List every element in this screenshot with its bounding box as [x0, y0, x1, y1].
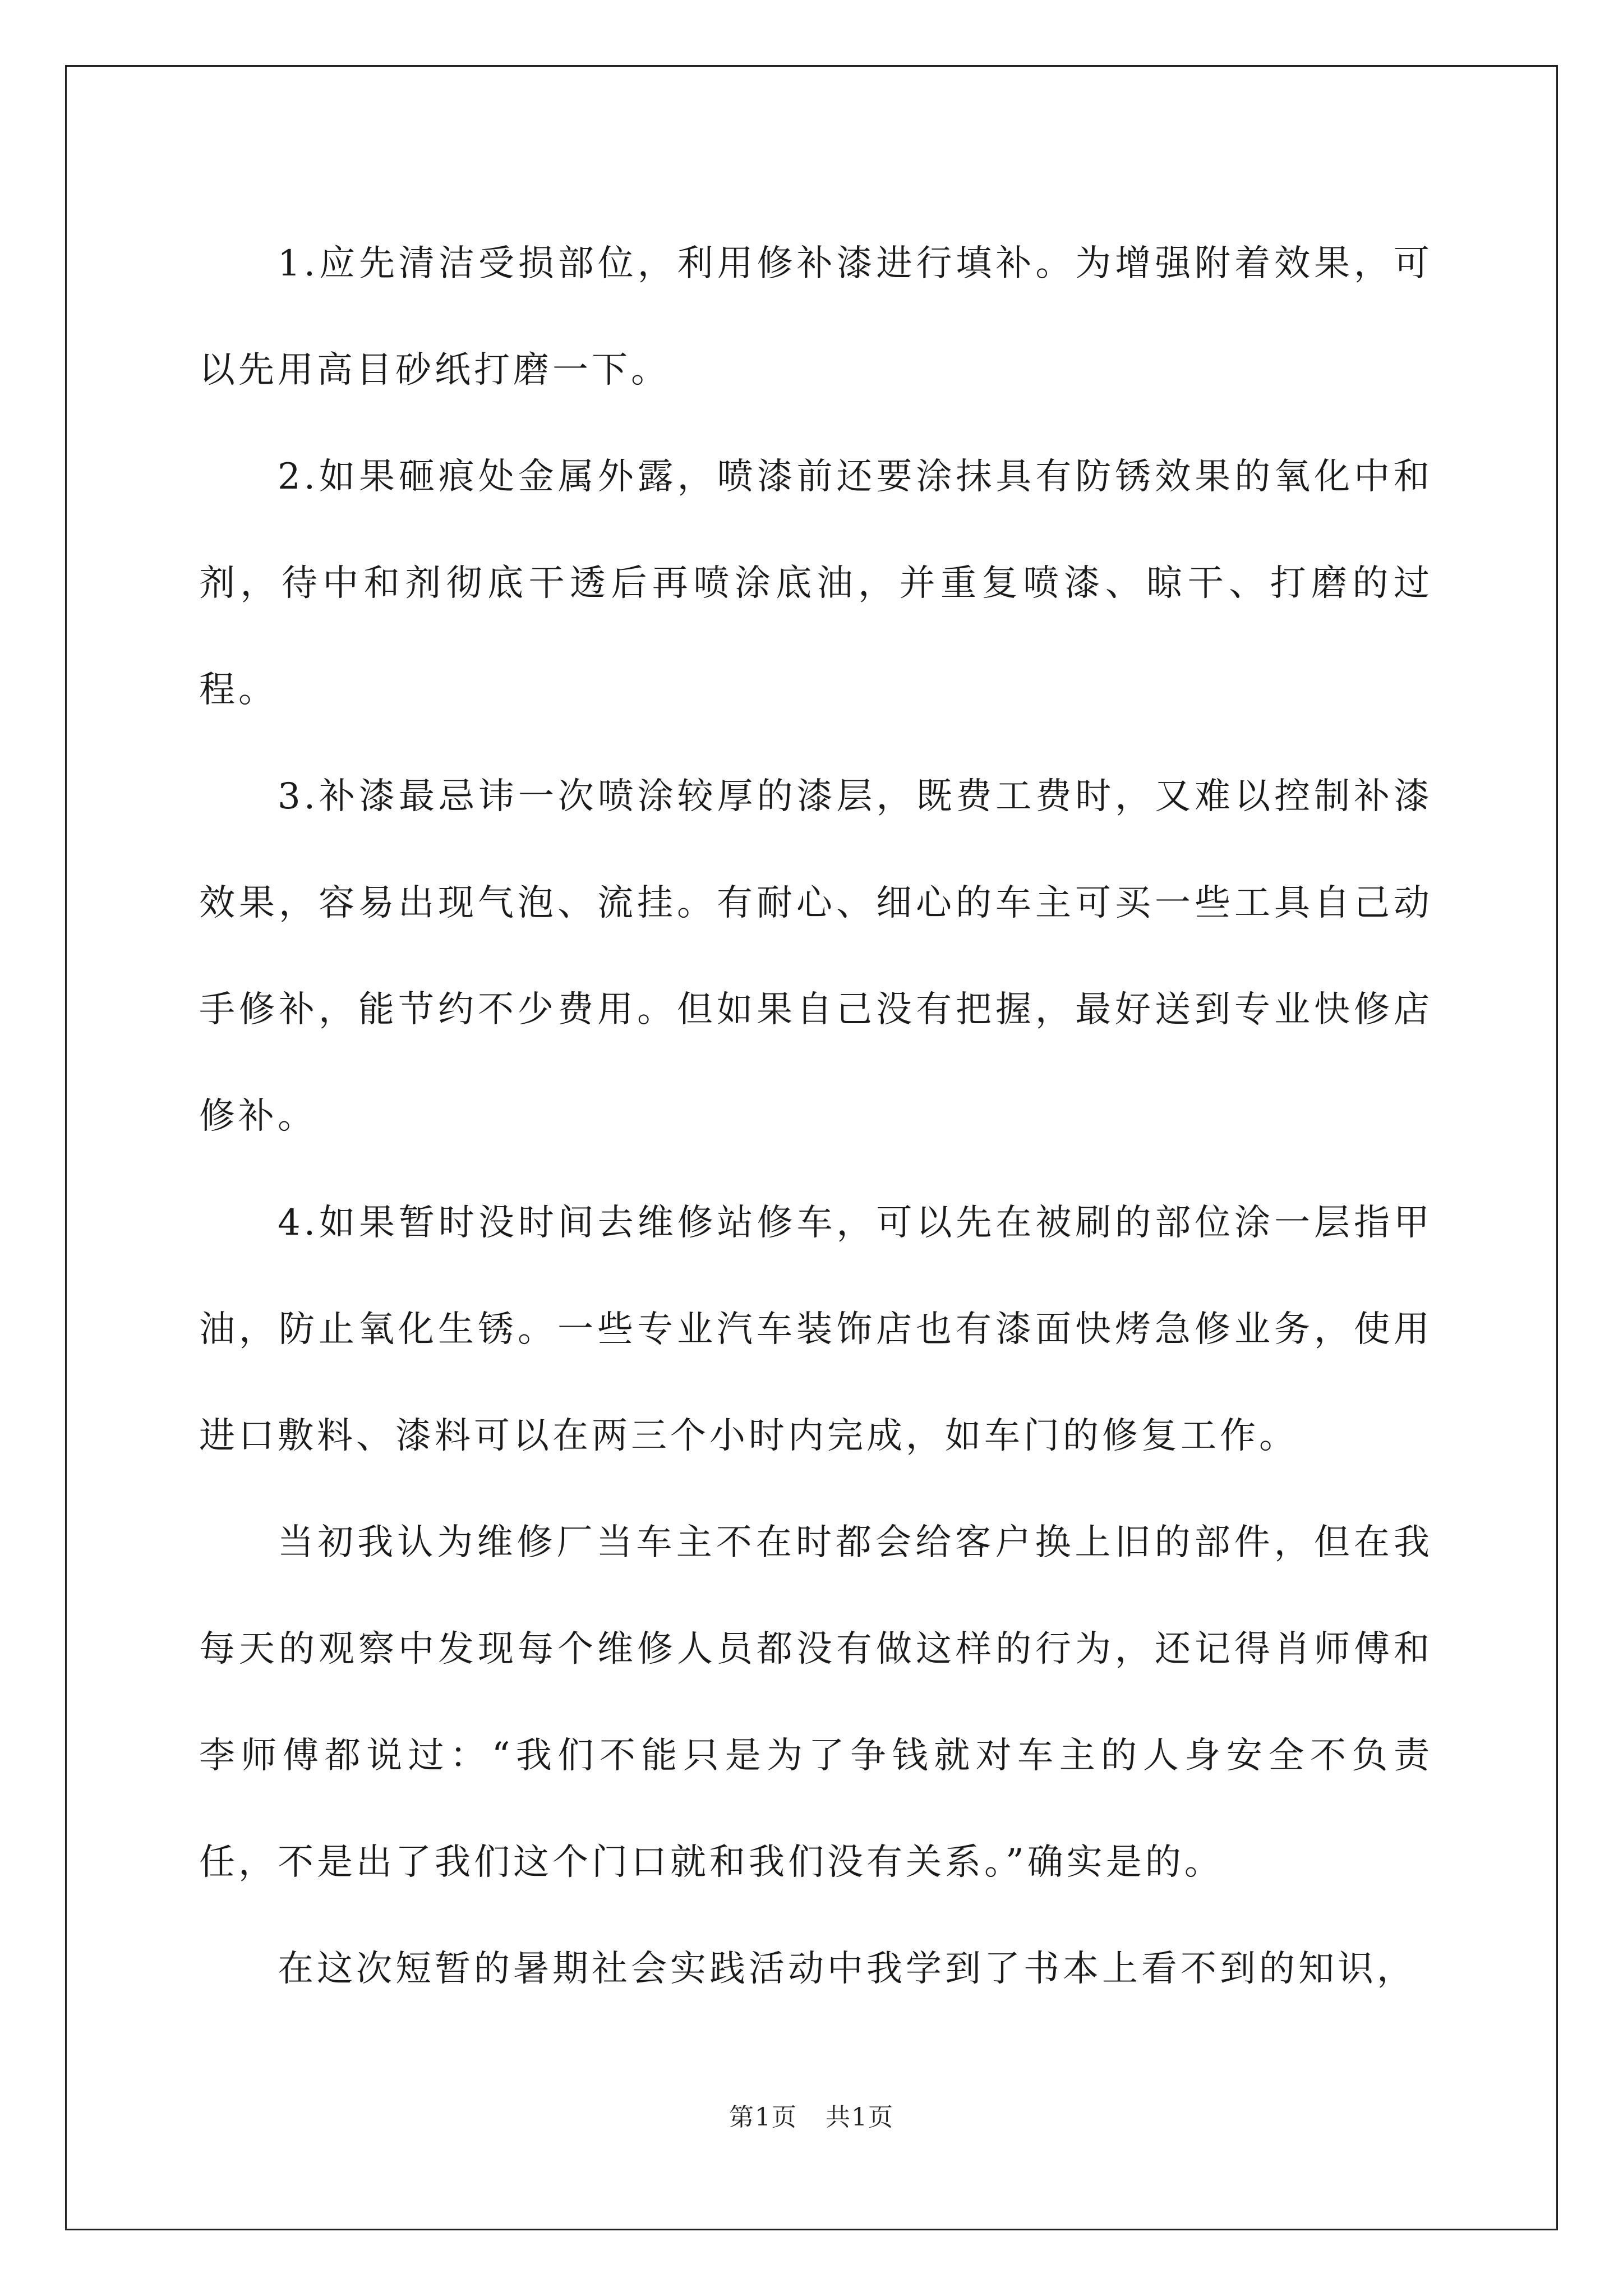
paragraph-6: 在这次短暂的暑期社会实践活动中我学到了书本上看不到的知识， — [278, 1948, 1416, 1990]
paragraph-4: 4.如果暂时没时间去维修站修车，可以先在被刷的部位涂一层指甲油，防止氧化生锈。一些专业汽车装饰店也有漆面快烤急修业务，使用进口敷料、漆料可以在两三个小时内完成，如车门的修复工作。 — [199, 1202, 1433, 1457]
page-number-current: 第1页 — [729, 2103, 797, 2132]
paragraph-1: 1.应先清洁受损部位，利用修补漆进行填补。为增强附着效果，可以先用高目砂纸打磨一下。 — [199, 243, 1433, 391]
page-number-total: 共1页 — [826, 2103, 894, 2132]
paragraph-2: 2.如果砸痕处金属外露，喷漆前还要涂抹具有防锈效果的氧化中和剂，待中和剂彻底干透后再喷涂底油，并重复喷漆、晾干、打磨的过程。 — [199, 456, 1433, 711]
document-body — [199, 210, 1433, 2022]
page-footer — [0, 2097, 1623, 2133]
paragraph-5: 当初我认为维修厂当车主不在时都会给客户换上旧的部件，但在我每天的观察中发现每个维修人员都没有做这样的行为，还记得肖师傅和李师傅都说过：“我们不能只是为了争钱就对车主的人身安全不负责任，不是出了我们这个门口就和我们没有关系。”确实是的。 — [199, 1522, 1433, 1883]
paragraph-3: 3.补漆最忌讳一次喷涂较厚的漆层，既费工费时，又难以控制补漆效果，容易出现气泡、流挂。有耐心、细心的车主可买一些工具自己动手修补，能节约不少费用。但如果自己没有把握，最好送到专业快修店修补。 — [199, 776, 1433, 1137]
